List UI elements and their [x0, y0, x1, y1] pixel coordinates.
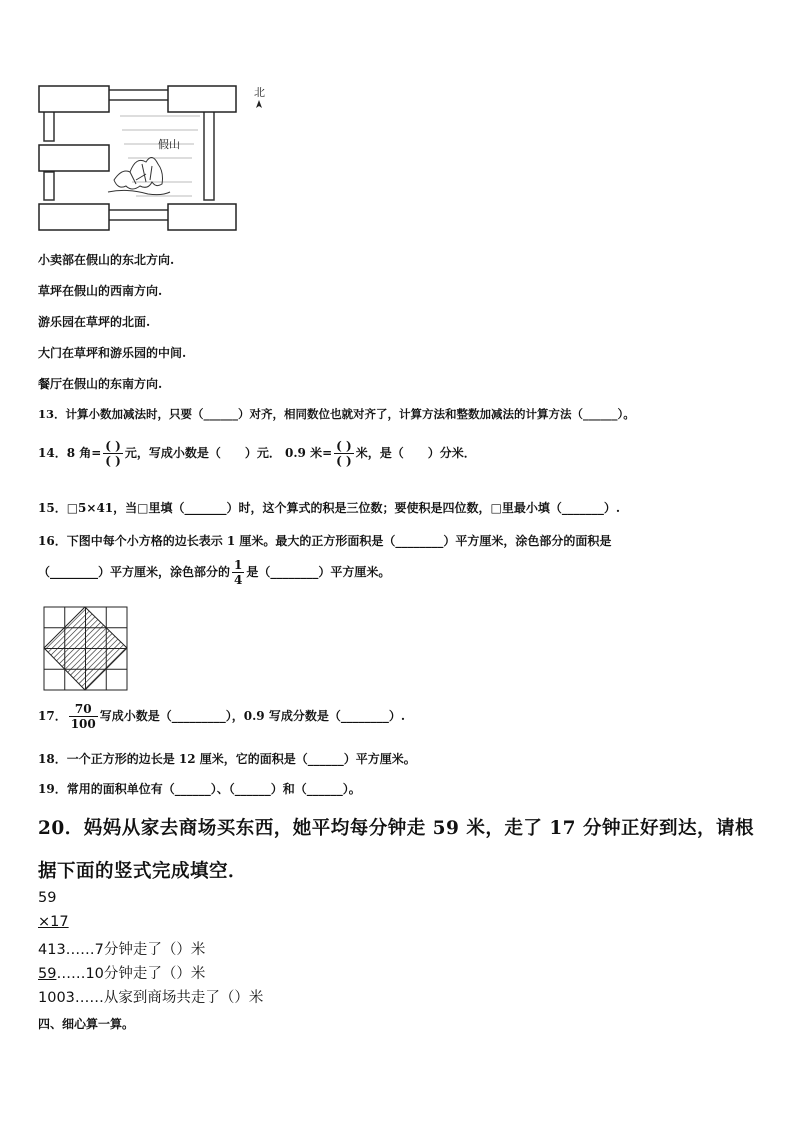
question-17	[38, 703, 405, 730]
question-20-line-2: 据下面的竖式完成填空．	[38, 861, 248, 882]
park-map-svg	[38, 82, 268, 232]
map-path-right	[204, 111, 214, 200]
section-4-heading: 四、细心算一算。	[38, 1017, 135, 1031]
map-box-northeast	[168, 86, 236, 112]
q14-frac2-num: ( )	[336, 439, 352, 453]
statement-2: 草坪在假山的西南方向.	[38, 284, 163, 298]
grid-lines	[44, 607, 127, 690]
q17-frac-num: 70	[74, 702, 92, 716]
question-13: 13．计算小数加减法时，只要（______）对齐，相同数位也就对齐了，计算方法和整数加减法的计算方法（______）。	[38, 407, 635, 421]
question-20-line-1: 20．妈妈从家去商场买东西，她平均每分钟走 59 米，走了 17 分钟正好到达，请根	[38, 818, 754, 839]
grid-svg	[43, 606, 129, 692]
question-19: 19．常用的面积单位有（______）、（______）和（______）。	[38, 782, 361, 796]
question-14	[38, 440, 476, 467]
statement-3: 游乐园在草坪的北面.	[38, 315, 151, 329]
calc-line-3: 413……7分钟走了（）米	[38, 942, 206, 958]
calc-line-4	[38, 962, 205, 983]
question-16-line-2	[38, 559, 390, 586]
map-path-left-bottom	[44, 172, 54, 200]
q14-frac1-den: ( )	[105, 454, 121, 468]
park-map-figure	[38, 82, 268, 232]
map-faint-scan	[120, 116, 200, 196]
north-label: 北	[254, 86, 265, 99]
calc-line-2: ×17	[38, 914, 69, 930]
hill-sketch-icon	[108, 157, 170, 194]
q16-line2-a: （________）平方厘米，涂色部分的	[38, 565, 231, 579]
calc-line-5: 1003……从家到商场共走了（）米	[38, 990, 264, 1006]
q17-prefix: 17．	[38, 709, 67, 723]
north-arrow-icon	[256, 100, 262, 108]
q17-frac-den: 100	[70, 717, 96, 731]
statement-1: 小卖部在假山的东北方向.	[38, 253, 175, 267]
q14-frac1-num: ( )	[105, 439, 121, 453]
question-16-line-1: 16．下图中每个小方格的边长表示 1 厘米。最大的正方形面积是（________）平方厘米，涂色部分的面积是	[38, 534, 612, 548]
q16-fraction	[232, 559, 244, 586]
q16-frac-den: 4	[234, 573, 243, 587]
q16-line2-b: 是（________）平方厘米。	[246, 565, 391, 579]
map-path-left-top	[44, 111, 54, 141]
map-box-southeast	[168, 204, 236, 230]
question-15: 15．□5×41，当□里填（_______）时，这个算式的积是三位数；要使积是四位数，□里最小填（_______）.	[38, 501, 620, 515]
q17-text: 写成小数是（_________），0.9 写成分数是（________）.	[99, 709, 405, 723]
question-18: 18．一个正方形的边长是 12 厘米，它的面积是（______）平方厘米。	[38, 752, 416, 766]
q14-frac2-den: ( )	[336, 454, 352, 468]
map-box-west	[39, 145, 109, 171]
statement-5: 餐厅在假山的东南方向.	[38, 377, 163, 391]
calc-line-4-number: 59	[38, 966, 57, 982]
q14-mid-2: 米，是（ ）分米．	[355, 446, 476, 460]
map-path-top	[108, 90, 170, 100]
q16-frac-num: 1	[234, 558, 243, 572]
map-box-southwest	[39, 204, 109, 230]
q14-mid-1: 元，写成小数是（ ）元． 0.9 米=	[124, 446, 333, 460]
calc-line-4-text: ……10分钟走了（）米	[56, 966, 206, 982]
calc-line-1: 59	[38, 890, 57, 906]
map-box-northwest	[39, 86, 109, 112]
hill-label: 假山	[158, 138, 180, 151]
q14-fraction-2	[334, 440, 354, 467]
map-path-bottom	[108, 210, 170, 220]
grid-square-figure	[43, 606, 129, 696]
q14-prefix: 14．8 角=	[38, 446, 102, 460]
q17-fraction	[69, 703, 98, 730]
statement-4: 大门在草坪和游乐园的中间.	[38, 346, 187, 360]
q14-fraction-1	[103, 440, 123, 467]
